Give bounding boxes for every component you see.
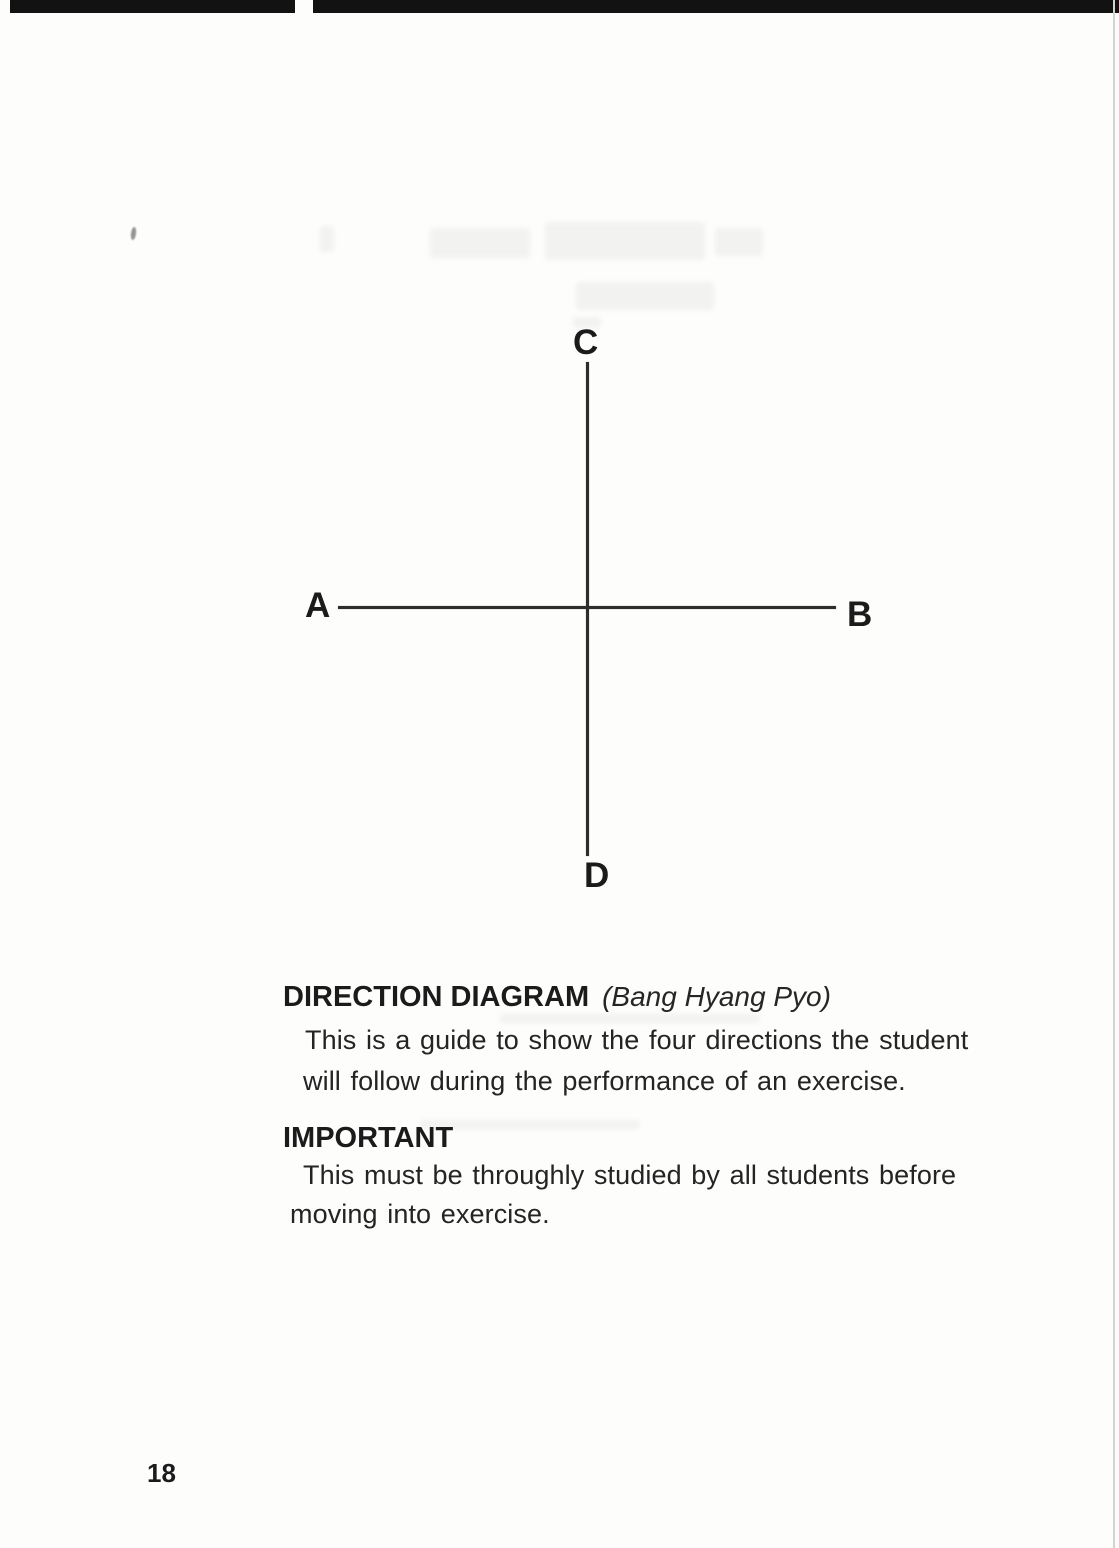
paragraph-line: will follow during the performance of an exercise. — [303, 1066, 906, 1096]
section-heading-important — [283, 1124, 453, 1153]
ghost-text-artifact — [430, 228, 530, 258]
page-number: 18 — [147, 1458, 176, 1488]
scan-edge-bar-left — [10, 0, 295, 13]
ghost-text-artifact — [715, 228, 763, 256]
ghost-text-artifact — [545, 222, 705, 260]
diagram-label-top: C — [573, 323, 599, 362]
diagram-horizontal-line — [338, 606, 836, 609]
diagram-label-bottom: D — [584, 856, 610, 895]
ghost-text-artifact — [576, 282, 714, 310]
diagram-vertical-line — [586, 362, 589, 856]
paragraph-line: This is a guide to show the four directions the student — [305, 1025, 969, 1055]
ghost-text-artifact — [500, 1014, 760, 1023]
heading-text: IMPORTANT — [283, 1122, 454, 1154]
paragraph-line: moving into exercise. — [290, 1199, 550, 1229]
heading-korean-term: (Bang Hyang Pyo) — [602, 981, 831, 1012]
ghost-text-artifact — [320, 226, 334, 252]
scan-edge-bar-right — [313, 0, 1119, 13]
heading-text: DIRECTION DIAGRAM — [283, 981, 590, 1013]
diagram-label-left: A — [305, 586, 331, 625]
diagram-label-right: B — [847, 595, 873, 634]
section-heading-direction-diagram — [283, 983, 831, 1012]
paragraph-line: This must be throughly studied by all students before — [303, 1160, 957, 1190]
ink-speck — [130, 227, 137, 241]
page-edge-line — [1113, 0, 1115, 1548]
